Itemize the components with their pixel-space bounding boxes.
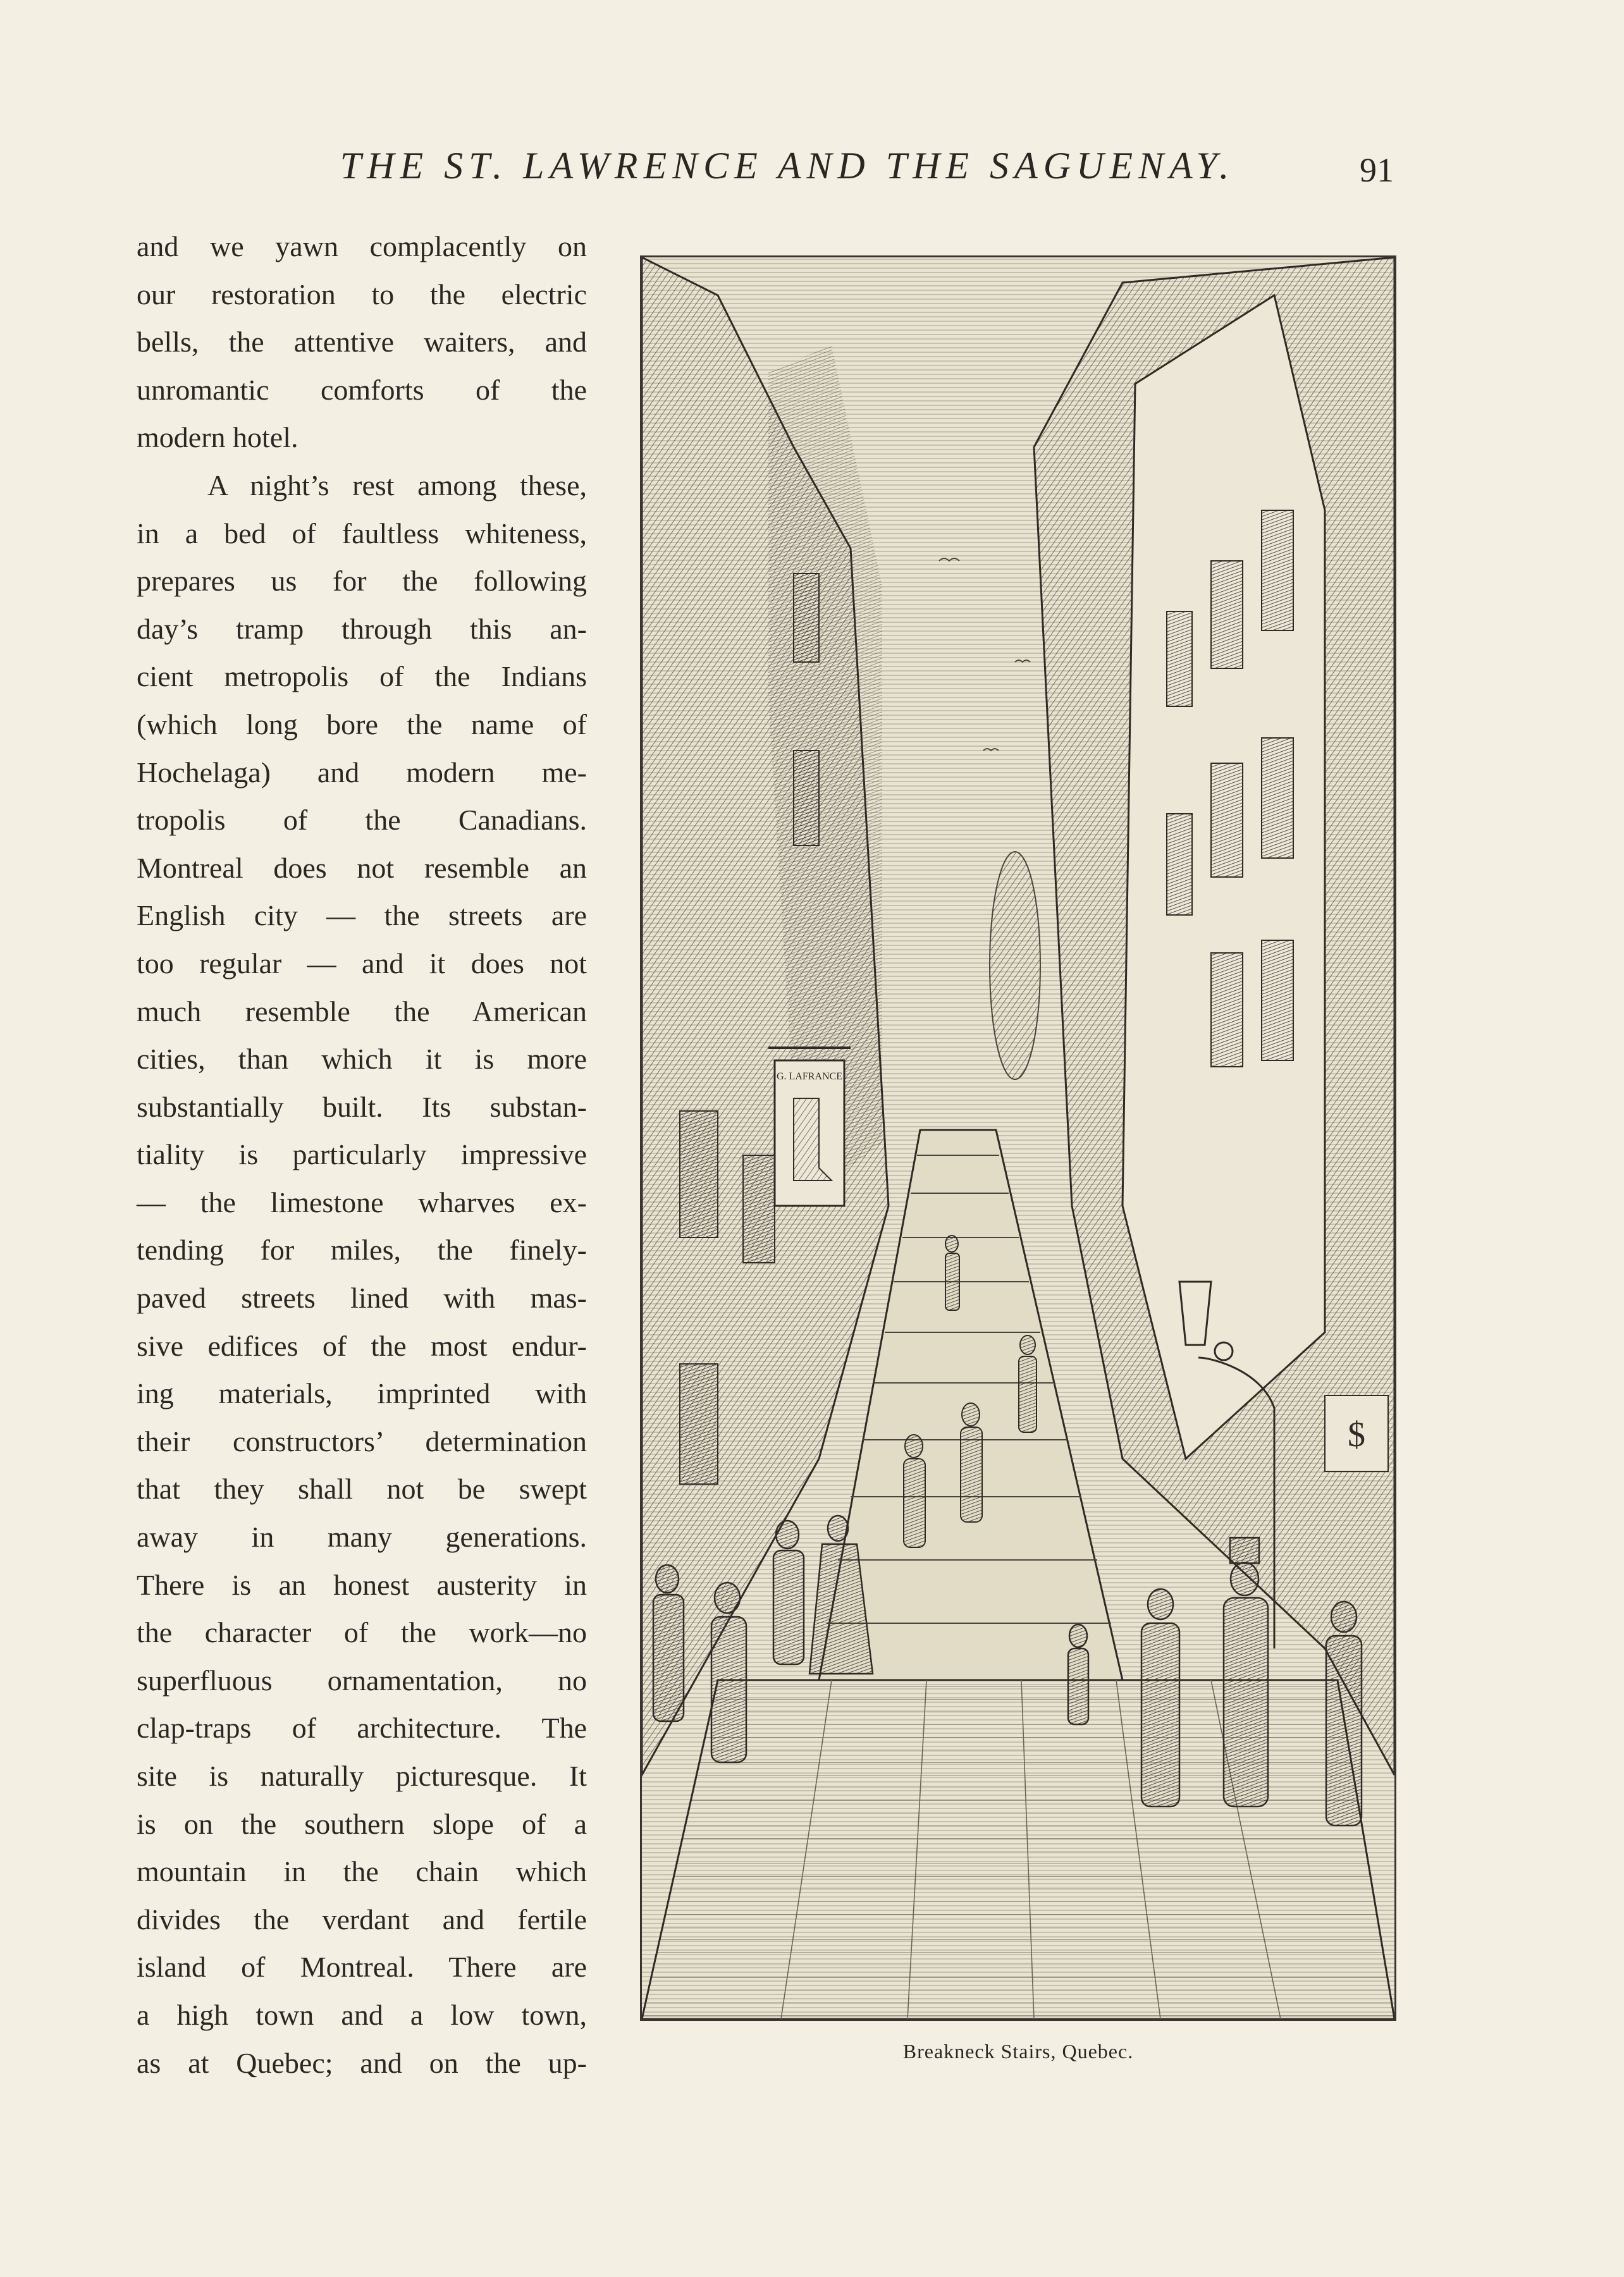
- text-line: superfluous ornamentation, no: [137, 1664, 587, 1697]
- text-line: prepares us for the following: [137, 565, 587, 598]
- text-line: site is naturally picturesque. It: [137, 1760, 587, 1792]
- text-line: A night’s rest among these,: [207, 469, 587, 501]
- text-line: (which long bore the name of: [137, 708, 587, 740]
- dollar-sign-text: $: [1348, 1415, 1365, 1454]
- text-line: a high town and a low town,: [137, 1998, 587, 2031]
- text-line: sive edifices of the most endur-: [137, 1329, 587, 1362]
- text-line: and we yawn complacently on: [137, 230, 587, 262]
- text-line: tiality is particularly impressive: [137, 1138, 587, 1171]
- text-line: our restoration to the electric: [137, 278, 587, 310]
- text-line: Hochelaga) and modern me-: [137, 756, 587, 789]
- text-line: — the limestone wharves ex-: [137, 1186, 587, 1218]
- text-line: too regular — and it does not: [137, 947, 587, 979]
- text-line: mountain in the chain which: [137, 1855, 587, 1888]
- engraving-illustration: [640, 255, 1396, 2021]
- text-line: English city — the streets are: [137, 899, 587, 932]
- text-line: substantially built. Its substan-: [137, 1090, 587, 1123]
- shop-sign-text: G. LAFRANCE: [776, 1071, 843, 1082]
- text-line: as at Quebec; and on the up-: [137, 2046, 587, 2079]
- text-line: in a bed of faultless whiteness,: [137, 517, 587, 549]
- text-line: away in many generations.: [137, 1521, 587, 1554]
- text-line: modern hotel.: [137, 421, 298, 454]
- text-line: their constructors’ determination: [137, 1425, 587, 1458]
- breakneck-stairs-engraving: [642, 257, 1394, 2019]
- text-line: bells, the attentive waiters, and: [137, 326, 587, 359]
- text-line: that they shall not be swept: [137, 1473, 587, 1506]
- text-line: island of Montreal. There are: [137, 1951, 587, 1984]
- text-line: much resemble the American: [137, 995, 587, 1028]
- text-line: clap-traps of architecture. The: [137, 1712, 587, 1745]
- dollar-sign-board: [1325, 1396, 1388, 1471]
- text-line: divides the verdant and fertile: [137, 1903, 587, 1936]
- body-text: [137, 223, 587, 2087]
- text-line: cities, than which it is more: [137, 1043, 587, 1076]
- distant-tree: [990, 852, 1040, 1079]
- text-line: tropolis of the Canadians.: [137, 804, 587, 837]
- wooden-landing: [642, 1680, 1394, 2019]
- running-head: THE ST. LAWRENCE AND THE SAGUENAY.: [340, 145, 1235, 187]
- illustration-caption: Breakneck Stairs, Quebec.: [902, 2040, 1134, 2063]
- text-line: ing materials, imprinted with: [137, 1377, 587, 1410]
- text-line: day’s tramp through this an-: [137, 612, 587, 645]
- shop-sign: [768, 1048, 851, 1206]
- text-line: There is an honest austerity in: [137, 1568, 587, 1601]
- text-line: unromantic comforts of the: [137, 373, 587, 406]
- page-number: 91: [1360, 151, 1394, 189]
- text-line: Montreal does not resemble an: [137, 851, 587, 884]
- text-line: the character of the work—no: [137, 1616, 587, 1649]
- text-line: paved streets lined with mas-: [137, 1282, 587, 1315]
- text-line: is on the southern slope of a: [137, 1807, 587, 1840]
- text-line: tending for miles, the finely-: [137, 1234, 587, 1267]
- text-line: cient metropolis of the Indians: [137, 660, 587, 693]
